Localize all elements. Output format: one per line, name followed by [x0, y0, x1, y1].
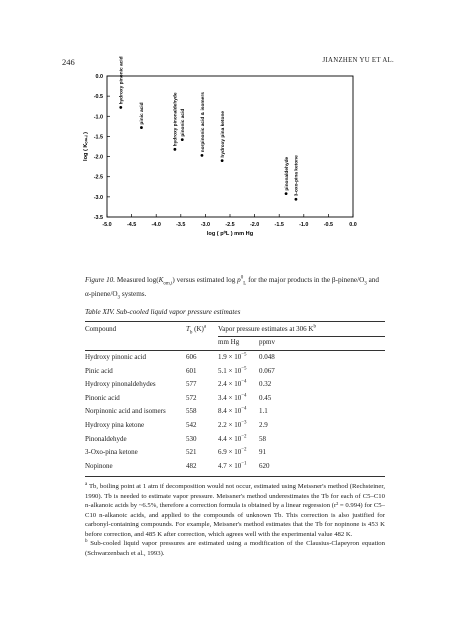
- footnote-b: [85, 539, 385, 558]
- caption-p-sub: L: [243, 281, 247, 287]
- mmhg-mantissa: 4.7 × 10: [218, 461, 242, 470]
- col-header-mmhg: mm Hg: [218, 338, 240, 346]
- tb-note: a: [203, 324, 207, 330]
- cell-mmhg: [218, 367, 247, 375]
- col-header-vapor-pressure: [218, 325, 316, 333]
- cell-ppmv: 58: [259, 434, 266, 443]
- cell-ppmv: 620: [259, 461, 270, 470]
- y-tick-label: -3.0: [93, 194, 103, 201]
- tb-symbol: T: [186, 325, 190, 333]
- plot-frame: [107, 76, 353, 217]
- table-title: Table XIV. Sub-cooled liquid vapor pressure estimates: [85, 308, 241, 316]
- caption-text-b: ) versus estimated log: [172, 276, 238, 284]
- cell-tb: 577: [186, 380, 197, 389]
- point-label: norpinonic acid & isomers: [200, 92, 206, 153]
- caption-label: Figure 10.: [85, 276, 116, 284]
- cell-ppmv: 2.9: [259, 421, 268, 429]
- x-tick-label: -4.0: [151, 222, 161, 228]
- vp-subheader-rule: [218, 336, 385, 337]
- mmhg-exponent: −1: [241, 461, 247, 467]
- mmhg-exponent: −2: [241, 447, 247, 453]
- point-label: pinic acid: [140, 102, 146, 125]
- data-point: [285, 192, 288, 195]
- cell-mmhg: [218, 462, 247, 470]
- cell-compound: Hydroxy pina ketone: [85, 421, 145, 429]
- x-tick-label: -5.0: [102, 222, 112, 228]
- mmhg-exponent: −5: [241, 352, 247, 358]
- caption-p-symbol: p: [237, 276, 241, 284]
- caption-text-c: for the major products in the β-pinene/O: [246, 276, 365, 284]
- cell-tb: 572: [186, 393, 197, 402]
- cell-tb: 521: [186, 448, 197, 457]
- mmhg-mantissa: 2.2 × 10: [218, 421, 242, 429]
- x-tick-label: -4.5: [126, 222, 137, 228]
- y-tick-label: -1.0: [93, 114, 103, 121]
- x-tick-label: -0.5: [323, 222, 334, 228]
- footnote-a-text: Tb, boiling point at 1 atm if decomposition would not occur, estimated using Meissner's method (Rechsteiner, 1990). Tb is needed to estimate vapor pressure. Meissner's method underestimates the Tb for each of C5–C10 n-alkanoic acids by ~6.5%, therefore a correction formula is obtained by a linear regression (r² = 0.994) for C5–C10 n-alkanoic acids, and applied to the compounds of unknown Tb. This correction is also justified for carbonyl-containing compounds. For example, Meissner's method estimates that the Tb for nopinone is 453 K before correction, and 485 K after correction, which agrees well with the experimental value 482 K.: [85, 483, 385, 538]
- caption-k-sub: om,i: [163, 281, 173, 287]
- col-header-tb: [186, 325, 206, 335]
- cell-tb: 482: [186, 461, 197, 470]
- y-tick-label: 0.0: [95, 74, 103, 80]
- y-tick-label: -0.5: [93, 94, 103, 101]
- cell-tb: 530: [186, 434, 197, 443]
- mmhg-mantissa: 3.4 × 10: [218, 393, 242, 402]
- y-axis-label: log ( Kₒₘ,ᵢ ): [83, 132, 89, 161]
- mmhg-mantissa: 6.9 × 10: [218, 448, 242, 457]
- x-tick-label: -1.5: [274, 222, 284, 228]
- data-point: [181, 138, 184, 141]
- tb-sub: b: [189, 330, 193, 336]
- data-point: [173, 148, 176, 151]
- mmhg-exponent: −4: [241, 393, 247, 399]
- x-axis-label: log ( p⁰L ) mm Hg: [206, 231, 254, 237]
- vp-note: b: [313, 324, 316, 330]
- running-head: JIANZHEN YU ET AL.: [322, 57, 394, 64]
- y-tick-label: -3.5: [93, 215, 103, 221]
- point-label: hydroxy pinonic acid: [119, 56, 125, 105]
- col-header-compound: Compound: [85, 325, 117, 333]
- caption-text-a: Measured log(: [115, 276, 159, 284]
- cell-compound: 3-Oxo-pina ketone: [85, 448, 138, 457]
- x-tick-label: 0.0: [349, 222, 357, 228]
- y-tick-label: -1.5: [93, 134, 103, 141]
- figure-caption: [85, 275, 385, 304]
- y-tick-label: -2.0: [93, 154, 103, 161]
- scatter-chart: [0, 0, 452, 270]
- mmhg-mantissa: 1.9 × 10: [218, 353, 242, 361]
- cell-ppmv: 0.067: [259, 366, 275, 375]
- data-point: [295, 198, 298, 201]
- footnote-a-mark: a: [85, 481, 88, 487]
- data-point: [201, 154, 204, 157]
- caption-o3-sub: 3: [364, 281, 367, 287]
- cell-mmhg: [218, 435, 247, 443]
- table-top-rule: [85, 321, 385, 322]
- point-label: pinonic acid: [181, 108, 187, 137]
- x-tick-label: -2.0: [249, 222, 260, 228]
- cell-mmhg: [218, 407, 247, 415]
- cell-tb: 558: [186, 407, 197, 416]
- cell-compound: Pinonic acid: [85, 393, 120, 402]
- cell-ppmv: 0.45: [259, 393, 272, 402]
- footnote-a: [85, 482, 385, 539]
- point-label: hydroxy pina ketone: [220, 110, 226, 158]
- cell-tb: 542: [186, 421, 197, 429]
- x-tick-label: -2.5: [225, 222, 235, 228]
- caption-text-e: systems.: [120, 290, 147, 299]
- tb-unit: (K): [192, 325, 204, 333]
- cell-compound: Pinonaldehyde: [85, 434, 127, 443]
- cell-ppmv: 91: [259, 448, 266, 457]
- cell-mmhg: [218, 380, 247, 388]
- cell-ppmv: 0.32: [259, 380, 272, 389]
- mmhg-exponent: −2: [241, 434, 247, 440]
- vp-label: Vapor pressure estimates at 306 K: [218, 325, 314, 333]
- caption-text-d: and α-pinene/O: [85, 276, 379, 299]
- point-label: pinonaldehyde: [284, 156, 290, 191]
- mmhg-exponent: −4: [241, 407, 247, 413]
- point-label: 3-oxo-pina ketone: [294, 155, 300, 197]
- mmhg-mantissa: 5.1 × 10: [218, 366, 242, 375]
- data-point: [119, 106, 122, 109]
- table-footnotes: [85, 482, 385, 558]
- point-label: hydroxy pinonaldehyde: [173, 92, 179, 147]
- cell-tb: 606: [186, 353, 197, 361]
- cell-tb: 601: [186, 366, 197, 375]
- cell-compound: Hydroxy pinonic acid: [85, 353, 147, 361]
- caption-o3-sub-2: 3: [117, 295, 121, 301]
- cell-mmhg: [218, 421, 247, 429]
- col-header-ppmv: ppmv: [259, 338, 275, 346]
- x-tick-label: -1.0: [299, 222, 309, 228]
- cell-compound: Pinic acid: [85, 366, 113, 375]
- caption-k-symbol: K: [158, 276, 164, 284]
- cell-compound: Norpinonic acid and isomers: [85, 407, 166, 416]
- mmhg-exponent: −4: [241, 379, 247, 385]
- y-tick-label: -2.5: [93, 174, 103, 181]
- cell-mmhg: [218, 448, 247, 456]
- cell-ppmv: 0.048: [259, 353, 275, 361]
- cell-compound: Nopinone: [85, 461, 113, 470]
- footnote-b-text: Sub-cooled liquid vapor pressures are estimated using a modification of the Clausius-Clapeyron equation (Schwarzenbach et al., 1993).: [85, 540, 385, 557]
- x-tick-label: -3.0: [200, 222, 211, 228]
- table-header-rule: [85, 350, 385, 351]
- cell-ppmv: 1.1: [259, 407, 268, 416]
- cell-mmhg: [218, 394, 247, 402]
- data-point: [221, 159, 224, 162]
- x-tick-label: -3.5: [176, 222, 186, 228]
- page-number: 246: [62, 57, 75, 67]
- mmhg-mantissa: 4.4 × 10: [218, 434, 242, 443]
- data-point: [140, 126, 143, 129]
- cell-compound: Hydroxy pinonaldehydes: [85, 380, 156, 389]
- footnote-b-mark: b: [85, 538, 88, 544]
- cell-mmhg: [218, 353, 247, 361]
- caption-p-sup: 0: [240, 275, 244, 281]
- mmhg-exponent: −5: [241, 366, 247, 372]
- table-bottom-rule: [85, 476, 385, 477]
- mmhg-mantissa: 2.4 × 10: [218, 380, 242, 389]
- mmhg-mantissa: 8.4 × 10: [218, 407, 242, 416]
- mmhg-exponent: −3: [241, 420, 247, 426]
